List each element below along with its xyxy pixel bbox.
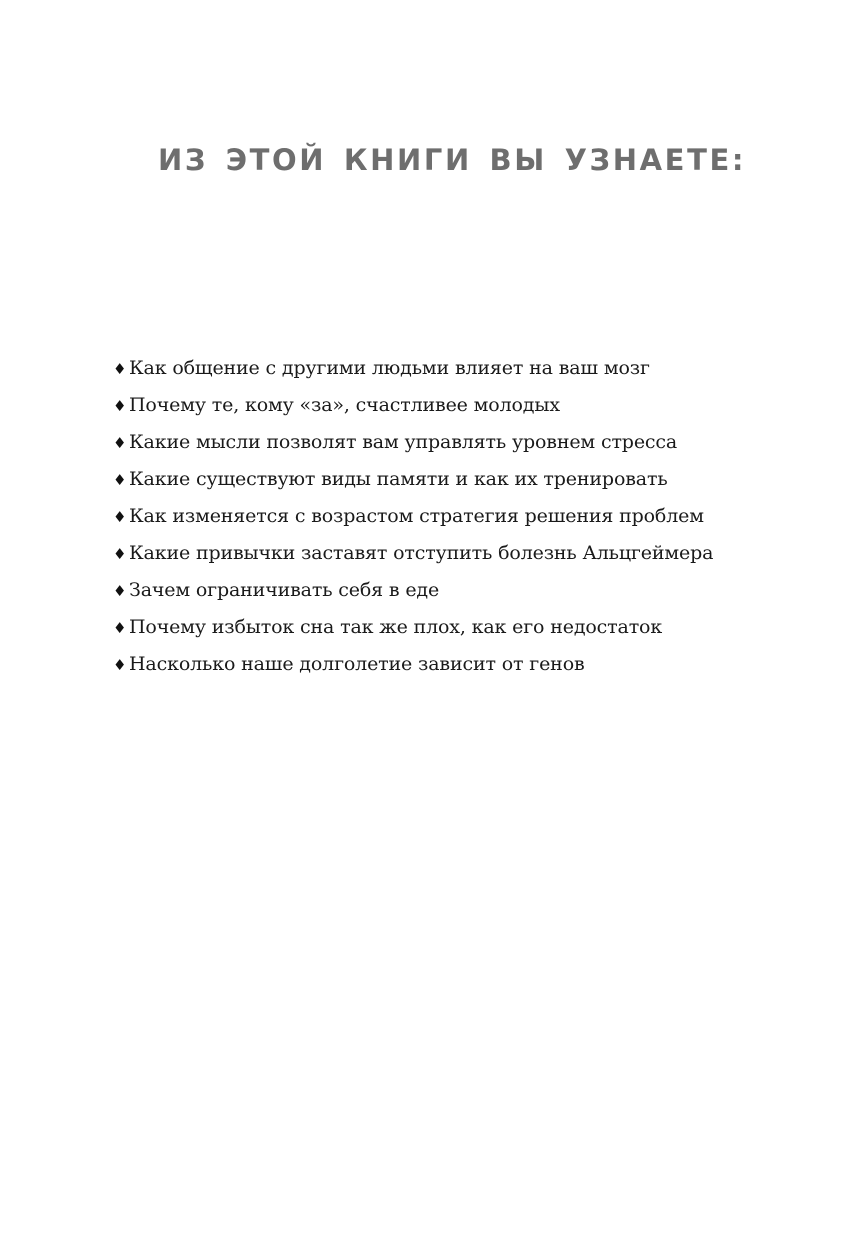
list-item-text: Как общение с другими людьми влияет на ваш мозг — [129, 357, 650, 379]
list-item-text: Насколько наше долголетие зависит от генов — [129, 653, 585, 675]
list-item — [113, 350, 713, 387]
list-item-text: Какие привычки заставят отступить болезнь Альцгеймера — [129, 542, 714, 564]
list-item-text: Как изменяется с возрастом стратегия решения проблем — [129, 505, 704, 527]
list-item — [113, 646, 713, 683]
list-item-text: Какие мысли позволят вам управлять уровнем стресса — [129, 431, 678, 453]
diamond-bullet-icon: ♦ — [113, 508, 127, 526]
diamond-bullet-icon: ♦ — [113, 434, 127, 452]
diamond-bullet-icon: ♦ — [113, 582, 127, 600]
list-item — [113, 498, 713, 535]
list-item — [113, 535, 713, 572]
diamond-bullet-icon: ♦ — [113, 397, 127, 415]
list-item-text: Почему те, кому «за», счастливее молодых — [129, 394, 560, 416]
list-item — [113, 387, 713, 424]
topics-list — [113, 350, 713, 683]
list-item — [113, 424, 713, 461]
diamond-bullet-icon: ♦ — [113, 656, 127, 674]
list-item-text: Зачем ограничивать себя в еде — [129, 579, 440, 601]
list-item — [113, 572, 713, 609]
diamond-bullet-icon: ♦ — [113, 471, 127, 489]
list-item-text: Какие существуют виды памяти и как их тренировать — [129, 468, 668, 490]
diamond-bullet-icon: ♦ — [113, 545, 127, 563]
diamond-bullet-icon: ♦ — [113, 360, 127, 378]
list-item — [113, 609, 713, 646]
diamond-bullet-icon: ♦ — [113, 619, 127, 637]
list-item — [113, 461, 713, 498]
page-heading: ИЗ ЭТОЙ КНИГИ ВЫ УЗНАЕТЕ: — [158, 143, 747, 177]
list-item-text: Почему избыток сна так же плох, как его недостаток — [129, 616, 663, 638]
